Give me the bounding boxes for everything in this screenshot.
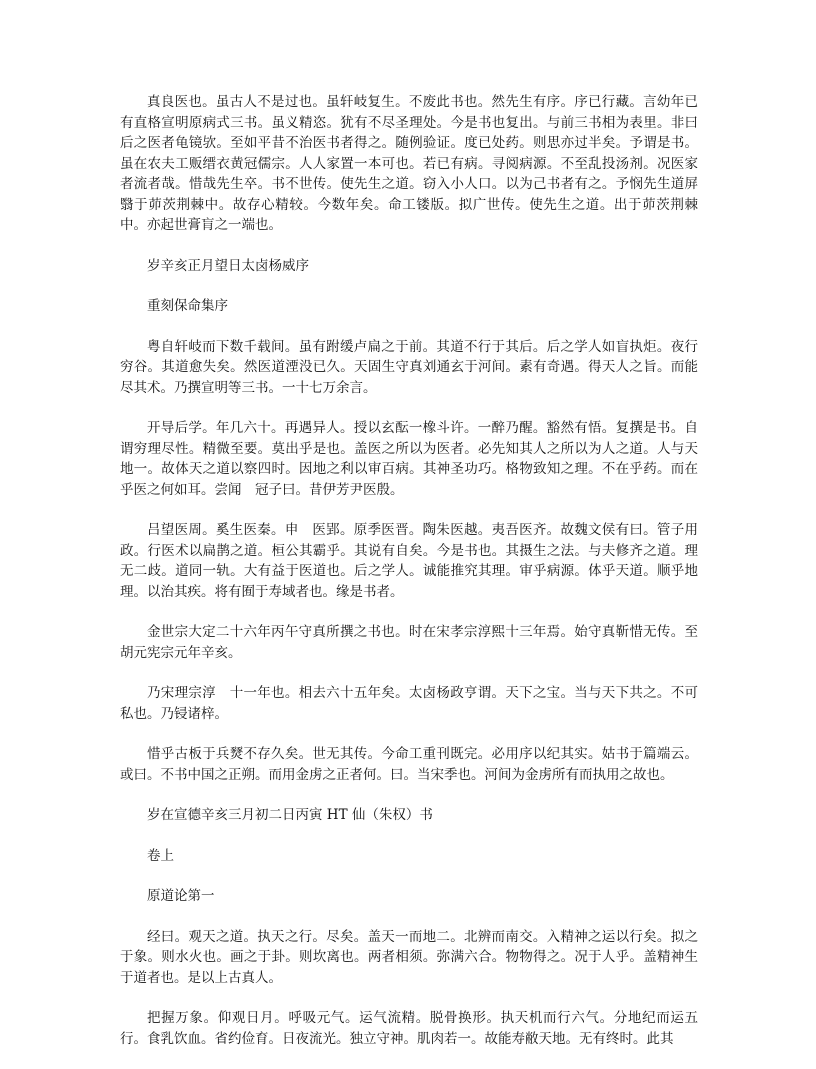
body-paragraph: 惜乎古板于兵燹不存久矣。世无其传。今命工重刊既完。必用序以纪其实。姑书于篇端云。或曰。不书中国之正朔。而用金虏之正者何。曰。当宋季也。河间为金虏所有而执用之故也。 <box>120 746 698 783</box>
chapter-title: 原道论第一 <box>147 888 215 904</box>
preface-signature: 岁在宣德辛亥三月初二日丙寅 HT 仙（朱权）书 <box>147 807 433 823</box>
section-title: 重刻保命集序 <box>147 298 228 314</box>
body-paragraph: 乃宋理宗淳 十一年也。相去六十五年矣。太卤杨政亨谓。天下之宝。当与天下共之。不可私也。乃锓诸梓。 <box>120 685 698 722</box>
body-paragraph: 吕望医周。奚生医秦。申 医郢。原季医晋。陶朱医越。夷吾医齐。故魏文侯有曰。管子用政。行医术以扁鹊之道。桓公其霸乎。其说有自矣。今是书也。其摄生之法。与夫修齐之道。理无二歧。道同一轨。大有益于医道也。后之学人。诚能推究其理。审乎病源。体乎天道。顺乎地理。以治其疾。将有囿于寿域者也。缘是书者。 <box>120 522 698 600</box>
volume-title: 卷上 <box>147 847 174 864</box>
preface-signature: 岁辛亥正月望日太卤杨威序 <box>147 257 309 274</box>
preface-paragraph: 真良医也。虽古人不是过也。虽轩岐复生。不废此书也。然先生有序。序已行藏。言幼年已有直格宣明原病式三书。虽义精恣。犹有不尽圣理处。今是书也复出。与前三书相为表里。非曰后之医者龟镜欤。至如平昔不治医书者得之。随例验证。度已处药。则思亦过半矣。予谓是书。虽在农夫工贩缙衣黄冠儒宗。人人家置一本可也。若已有病。寻阅病源。不至乱投汤剂。况医家者流者哉。惜哉先生卒。书不世传。使先生之道。窃入小人口。以为己书者有之。予悯先生道屏翳于茆茨荆棘中。故存心精较。今数年矣。命工镂版。拟广世传。使先生之道。出于茆茨荆棘中。亦起世膏肓之一端也。 <box>120 94 698 233</box>
body-paragraph: 经曰。观天之道。执天之行。尽矣。盖天一而地二。北辨而南交。入精神之运以行矣。拟之于象。则水火也。画之于卦。则坎离也。两者相须。弥满六合。物物得之。况于人乎。盖精神生于道者也。是以上古真人。 <box>120 928 698 986</box>
body-paragraph: 金世宗大定二十六年丙午守真所撰之书也。时在宋孝宗淳熙十三年焉。始守真靳惜无传。至胡元宪宗元年辛亥。 <box>120 624 698 661</box>
body-paragraph: 把握万象。仰观日月。呼吸元气。运气流精。脱骨换形。执天机而行六气。分地纪而运五行。食乳饮血。省约俭育。日夜流光。独立守神。肌肉若一。故能寿敝天地。无有终时。此其 <box>120 1010 698 1047</box>
body-paragraph: 粤自轩岐而下数千载间。虽有跗缓卢扁之于前。其道不行于其后。后之学人如盲执炬。夜行穷谷。其道愈失矣。然医道湮没已久。天固生守真刘通玄于河间。素有奇遇。得天人之旨。而能尽其术。乃撰宣明等三书。一十七万余言。 <box>120 338 698 396</box>
document-page <box>120 92 698 1069</box>
body-paragraph: 开导后学。年几六十。再遇异人。授以玄酝一橡斗许。一醉乃醒。豁然有悟。复撰是书。自谓穷理尽性。精微至要。莫出乎是也。盖医之所以为医者。必先知其人之所以为人之道。人与天地一。故体天之道以察四时。因地之利以审百病。其神圣功巧。格物致知之理。不在乎药。而在乎医之何如耳。尝闻 冠子曰。昔伊芳尹医殷。 <box>120 420 698 498</box>
